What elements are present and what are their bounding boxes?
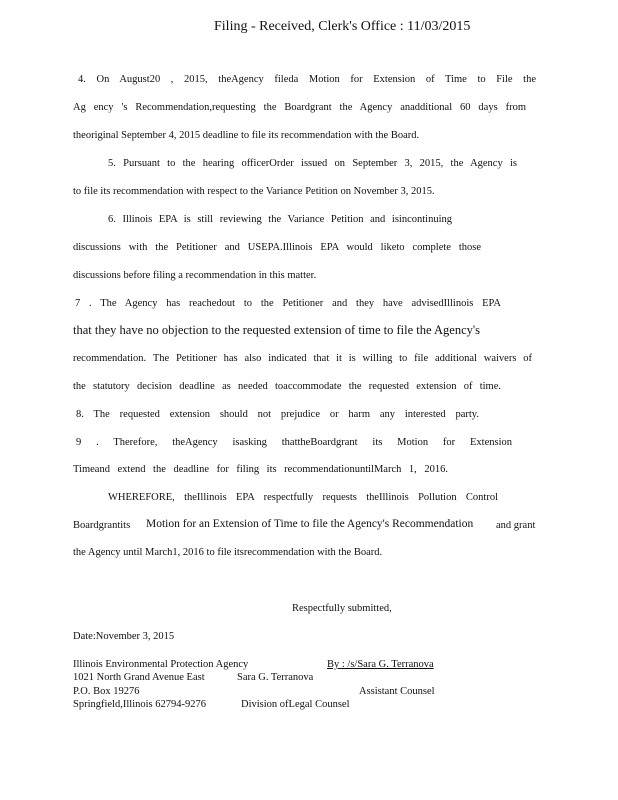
para-4-line-3: theoriginal September 4, 2015 deadline to file its recommendation with the Board. [73,130,420,141]
filing-header: Filing - Received, Clerk's Office : 11/03/2015 [214,19,471,34]
para-7-line-4: the statutory decision deadline as needed toaccommodate the requested extension of time. [73,381,501,392]
para-7-line-2: that they have no objection to the requested extension of time to file the Agency's [73,323,481,337]
para-9-line-2: Timeand extend the deadline for filing its recommendationuntilMarch 1, 2016. [73,464,448,475]
para-5-line-1: 5. Pursuant to the hearing officerOrder issued on September 3, 2015, the Agency is [108,158,517,169]
para-7-line-3: recommendation. The Petitioner has also indicated that it is willing to file additional waivers of [73,353,532,364]
signature-date: Date:November 3, 2015 [73,631,175,642]
address-line-2: P.O. Box 19276 [73,686,140,697]
wherefore-line-2-start: Boardgrantits [73,520,131,531]
address-line-1: 1021 North Grand Avenue East [73,672,205,683]
signer-title: Assistant Counsel [359,686,435,697]
agency-name: Illinois Environmental Protection Agency [73,659,249,670]
wherefore-line-3: the Agency until March1, 2016 to file itsrecommendation with the Board. [73,547,383,558]
signature-line: By : /s/Sara G. Terranova [327,659,434,670]
para-6-line-2: discussions with the Petitioner and USEPA.Illinois EPA would liketo complete those [73,242,481,253]
wherefore-motion-title: Motion for an Extension of Time to file the Agency's Recommendation [146,518,474,530]
para-4-line-1: 4. On August20 , 2015, theAgency fileda Motion for Extension of Time to File the [78,74,536,85]
para-4-line-2: Ag ency 's Recommendation,requesting the Boardgrant the Agency anadditional 60 days from [73,102,526,113]
respectfully-submitted: Respectfully submitted, [292,603,392,614]
wherefore-line-1: WHEREFORE, theIllinois EPA respectfully requests theIllinois Pollution Control [108,492,498,503]
para-8-line-1: 8. The requested extension should not prejudice or harm any interested party. [76,409,479,420]
para-6-line-1: 6. Illinois EPA is still reviewing the Variance Petition and isincontinuing [108,214,452,225]
signer-division: Division ofLegal Counsel [241,699,350,710]
para-9-line-1: 9 . Therefore, theAgency isasking thattheBoardgrant its Motion for Extension [76,437,512,448]
para-5-line-2: to file its recommendation with respect to the Variance Petition on November 3, 2015. [73,186,435,197]
address-line-3: Springfield,Illinois 62794-9276 [73,699,206,710]
para-6-line-3: discussions before filing a recommendation in this matter. [73,270,317,281]
para-7-line-1: 7 . The Agency has reachedout to the Petitioner and they have advisedIllinois EPA [75,298,501,309]
signer-name: Sara G. Terranova [237,672,314,683]
wherefore-line-2-end: and grant [496,520,536,531]
